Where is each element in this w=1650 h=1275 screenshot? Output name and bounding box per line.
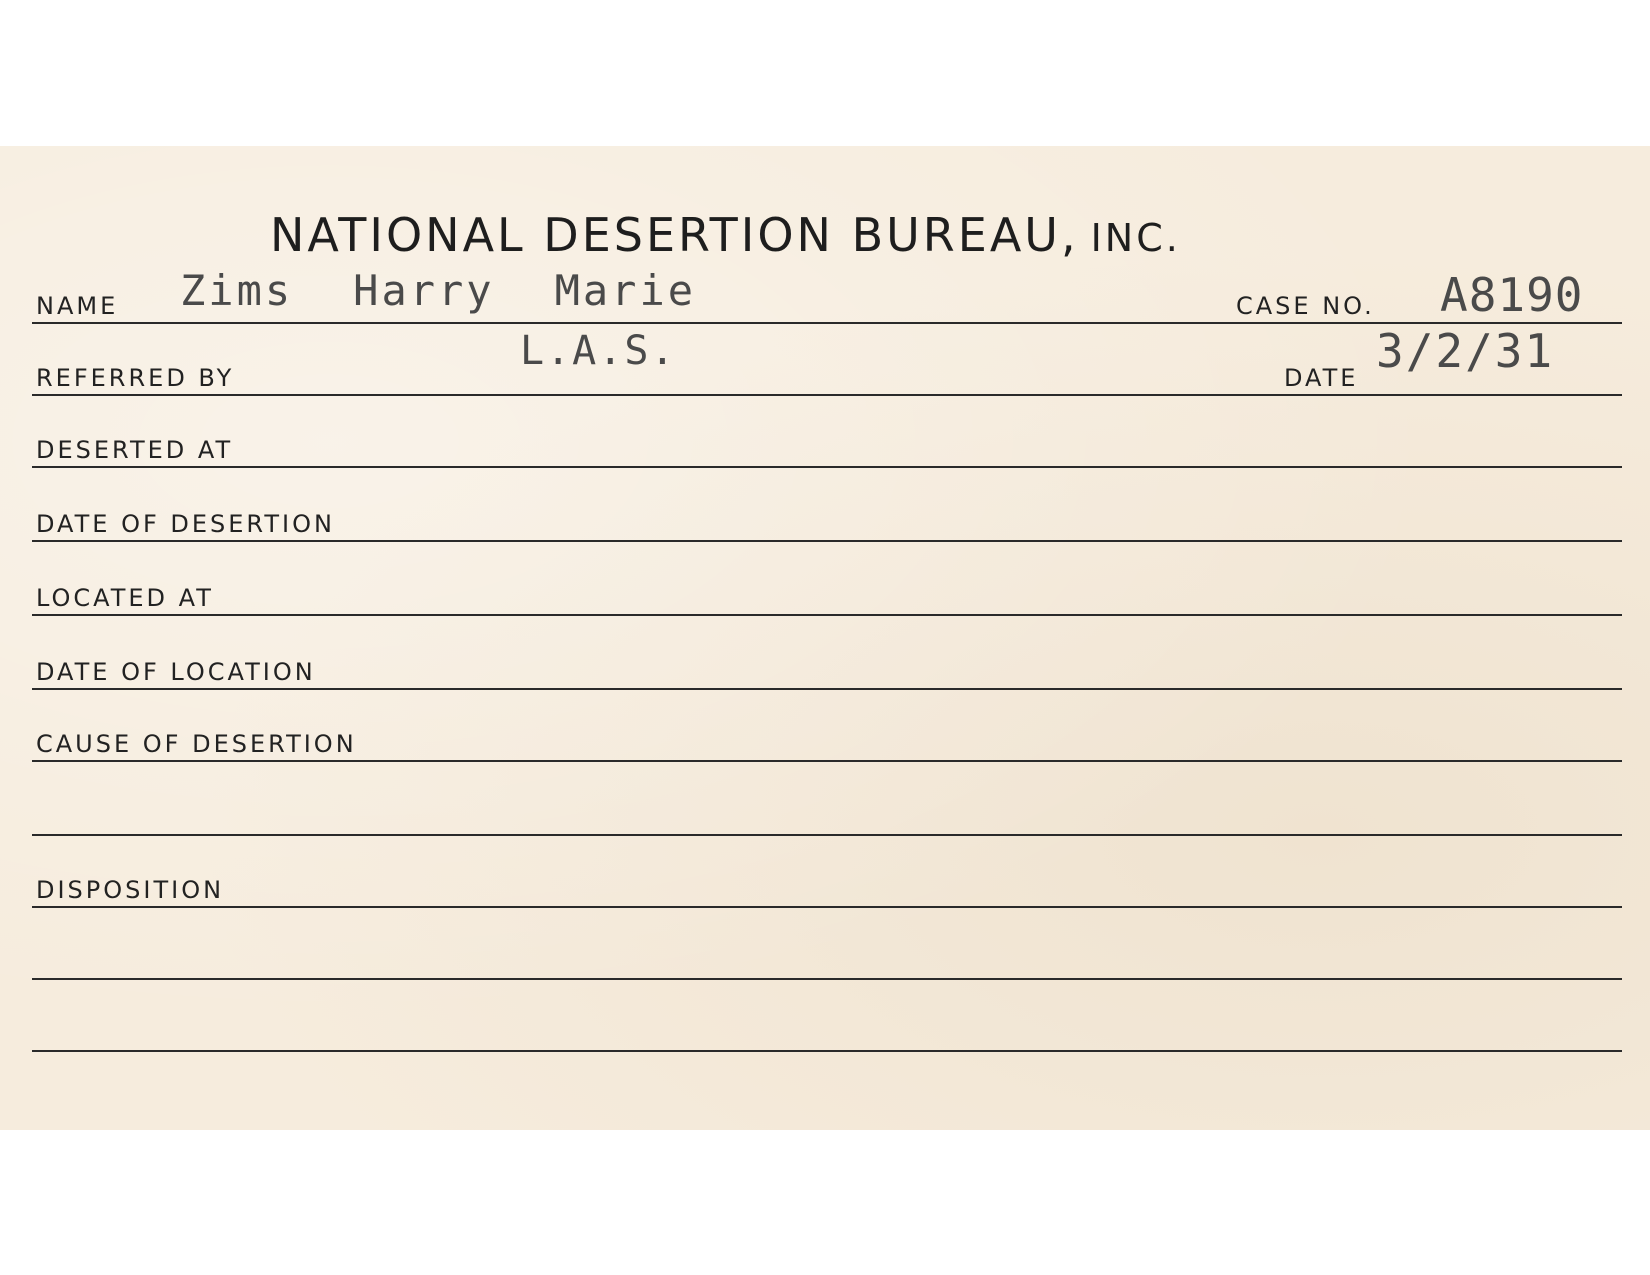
date-of-desertion-line (32, 540, 1622, 542)
referred-by-label: REFERRED BY (36, 364, 235, 392)
name-value-first: Harry (353, 266, 495, 315)
cause-of-desertion-line-2 (32, 834, 1622, 836)
card-title (270, 208, 1410, 262)
located-at-line (32, 614, 1622, 616)
case-no-label: CASE NO. (1236, 292, 1375, 320)
index-card (0, 146, 1650, 1130)
name-value-surname: Zims (180, 266, 294, 315)
name-value (180, 266, 756, 315)
date-of-desertion-label: DATE OF DESERTION (36, 510, 335, 538)
date-label: DATE (1284, 364, 1359, 392)
located-at-label: LOCATED AT (36, 584, 214, 612)
disposition-line-3 (32, 1050, 1622, 1052)
card-title-suffix: INC. (1090, 216, 1181, 260)
date-of-location-label: DATE OF LOCATION (36, 658, 316, 686)
disposition-line-2 (32, 978, 1622, 980)
referred-by-line (32, 394, 1622, 396)
disposition-line (32, 906, 1622, 908)
name-label: NAME (36, 292, 119, 320)
referred-by-value: L.A.S. (520, 328, 677, 374)
deserted-at-line (32, 466, 1622, 468)
disposition-label: DISPOSITION (36, 876, 225, 904)
deserted-at-label: DESERTED AT (36, 436, 234, 464)
cause-of-desertion-line (32, 760, 1622, 762)
card-title-text: NATIONAL DESERTION BUREAU, (270, 208, 1079, 262)
case-no-value: A8190 (1440, 268, 1584, 322)
date-of-location-line (32, 688, 1622, 690)
cause-of-desertion-label: CAUSE OF DESERTION (36, 730, 357, 758)
date-value: 3/2/31 (1376, 324, 1555, 378)
name-value-middle: Marie (554, 266, 697, 315)
